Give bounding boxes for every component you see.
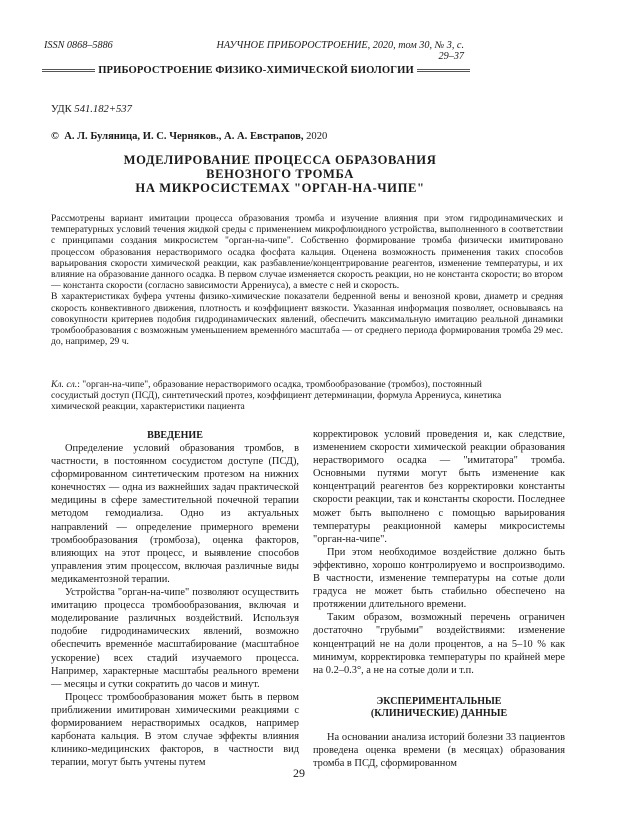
intro-paragraph-2: Устройства "орган-на-чипе" позволяют осуществить имитацию процесса тромбообразования, включая и моделирование различных воздействий. Используя подобие гидродинамических явлений, возможно обеспечить временнóе масштабирование (масштабное ускорение) всех стадий изучаемого процесса. Например, характерные масштабы реального времени — месяцы и сутки сократить до часов и минут.	[51, 587, 299, 690]
udk	[51, 104, 132, 115]
intro-paragraph-3: Процесс тромбообразования может быть в первом приближении имитирован химическими реакциями с формированием нерастворимых осадков, например карбоната кальция. В этом случае эффекты влияния клинико-медицинских факторов, в частности вид терапии, могут быть учтены путем	[51, 691, 299, 769]
rule-left	[42, 69, 95, 72]
authors	[51, 131, 327, 142]
abstract-paragraph-2: В характеристиках буфера учтены физико-химические показатели бедренной вены и венозной крови, диаметр и средняя скорость конвективного движения, плотность и коэффициент вязкости. Указанная информация позволяет, основываясь на совокупности критериев подобия гидродинамических явлений, обеспечить максимальную имитацию реальной динамики тромбообразования с возможным уменьшением временнóго масштаба — от среднего периода формирования тромба 29 мес. до, например, 29 ч.	[51, 291, 563, 348]
experimental-heading-line-2: (КЛИНИЧЕСКИЕ) ДАННЫЕ	[370, 707, 508, 719]
experimental-heading	[313, 696, 565, 720]
author-year: 2020	[306, 131, 328, 142]
right-paragraph-3: Таким образом, возможный перечень ограничен достаточно "грубыми" воздействиями: изменение концентраций не на доли процентов, а на 5–10 % как минимум, корректировка температуры по крайней мере на 0.2–0.3°, а не на сотые доли и т.п.	[313, 612, 565, 676]
page-number: 29	[293, 766, 305, 780]
udk-code: 541.182+537	[74, 104, 132, 115]
title-line-1: МОДЕЛИРОВАНИЕ ПРОЦЕССА ОБРАЗОВАНИЯ	[123, 153, 437, 167]
keywords	[51, 379, 521, 413]
copyright-icon: ©	[51, 131, 59, 142]
journal-reference: НАУЧНОЕ ПРИБОРОСТРОЕНИЕ, 2020, том 30, № 3, с. 29–37	[216, 40, 464, 62]
right-paragraph-1: корректировок условий проведения и, как следствие, изменением скорости химической реакции образования нерастворимого осадка — "имитатора" тромба. Основными путями могут быть изменение как концентраций реагентов без корректировки константы скорости реакции, так и константы скорости. Последнее может быть выполнено с помощью варьирования температуры реакционной камеры микросистемы "орган-на-чипе".	[313, 429, 565, 545]
left-column	[51, 430, 299, 769]
intro-heading: ВВЕДЕНИЕ	[147, 430, 203, 441]
rule-right	[417, 69, 470, 72]
udk-label: УДК	[51, 104, 72, 115]
section-banner	[42, 63, 470, 77]
abstract-paragraph-1: Рассмотрены вариант имитации процесса образования тромба и изучение влияния при этом гидродинамических и температурных условий течения жидкой среды с применением микрофлюидного устройства, выполненного в соответствии с принципами создания микросистем "орган-на-чипе". Собственно формирование тромба физически имитировано процессом образования нерастворимого осадка фосфата кальция. Оценена возможность применения таких способов варьирования скорости химической реакции, как разбавление/концентрирование реагентов, изменение температуры, и их влияние на образование данного осадка. В первом случае изменяется скорость реакции, но не константа скорости; во втором — константа скорости (согласно зависимости Аррениуса), а вместе с ней и скорость.	[51, 213, 563, 292]
title-line-3: НА МИКРОСИСТЕМАХ "ОРГАН-НА-ЧИПЕ"	[135, 181, 425, 195]
right-column	[313, 428, 565, 770]
article-title	[60, 153, 500, 195]
experimental-heading-line-1: ЭКСПЕРИМЕНТАЛЬНЫЕ	[376, 695, 502, 707]
keywords-text: : "орган-на-чипе", образование нерастворимого осадка, тромбообразование (тромбоз), постоянный сосудистый доступ (ПСД), синтетический протез, коэффициент детерминации, формула Аррениуса, кинетика химической реакции, характеристики пациента	[51, 379, 502, 413]
keywords-label: Кл. сл.	[51, 379, 78, 390]
section-title: ПРИБОРОСТРОЕНИЕ ФИЗИКО-ХИМИЧЕСКОЙ БИОЛОГИИ	[98, 64, 414, 76]
issn: ISSN 0868–5886	[44, 40, 113, 51]
author-names: А. Л. Буляница, И. С. Черняков., А. А. Евстрапов,	[64, 131, 304, 142]
right-paragraph-4: На основании анализа историй болезни 33 пациентов проведена оценка времени (в месяцах) образования тромба в ПСД, сформированном	[313, 731, 565, 769]
title-line-2: ВЕНОЗНОГО ТРОМБА	[206, 167, 354, 181]
right-paragraph-2: При этом необходимое воздействие должно быть эффективно, хорошо контролируемо и воспроизводимо. В частности, изменение температуры на сотые доли градуса не может быть стабильно обеспечено на протяжении длительного времени.	[313, 546, 565, 611]
intro-paragraph-1: Определение условий образования тромбов, в частности, в постоянном сосудистом доступе (ПСД), сформированном синтетическим протезом на нижних конечностях — одна из важнейших задач практической медицины в сфере заместительной почечной терапии методом гемодиализа. Одно из актуальных направлений — определение примерного времени тромбообразования (тромбоза), оценка факторов, влияющих на этот процесс, и выявление способов управления этим процессом, включая различные виды медикаментозной терапии.	[51, 443, 299, 585]
abstract	[51, 213, 563, 347]
